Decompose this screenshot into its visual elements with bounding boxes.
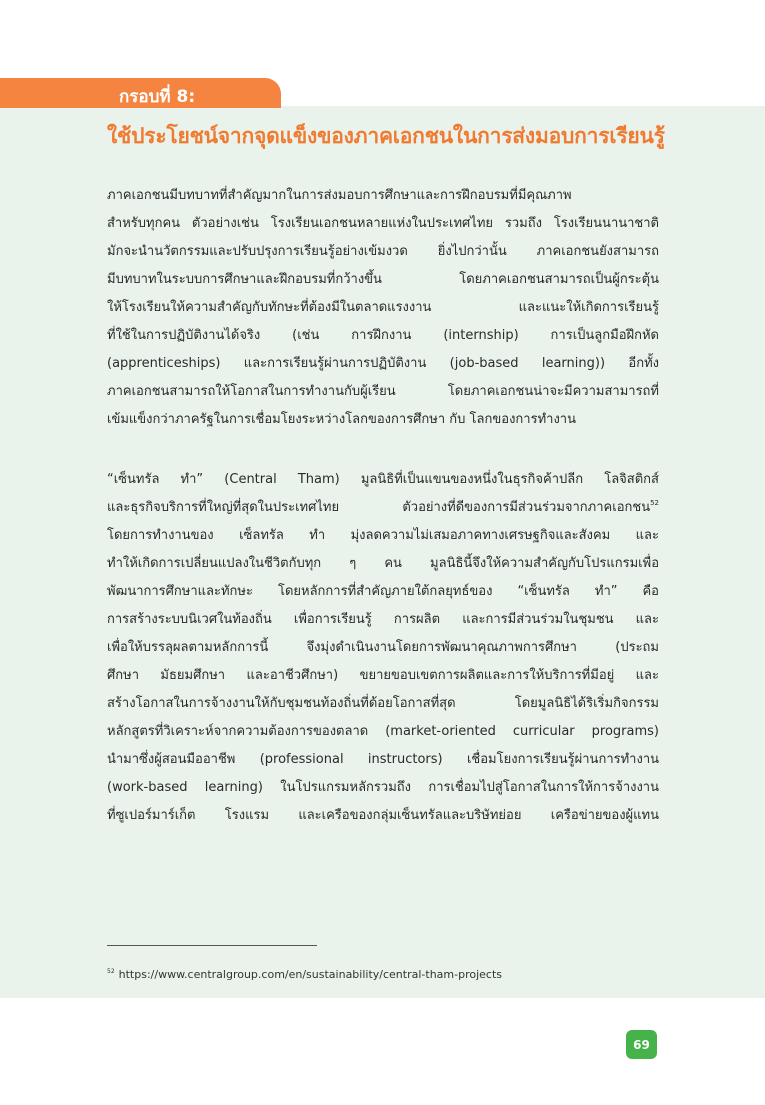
- body-line: ทำให้เกิดการเปลี่ยนแปลงในชีวิตกับทุก ๆ คน มูลนิธินี้จึงให้ความสำคัญกับโปรแกรมเพื่อ: [107, 556, 659, 571]
- body-line: ให้โรงเรียนให้ความสำคัญกับทักษะที่ต้องมีในตลาดแรงงาน และแนะให้เกิดการเรียนรู้: [107, 300, 659, 315]
- box-label: กรอบที่ 8:: [119, 87, 196, 107]
- body-line: “เซ็นทรัล ทำ” (Central Tham) มูลนิธิที่เป็นแขนของหนึ่งในธุรกิจค้าปลีก โลจิสติกส์: [107, 472, 659, 487]
- body-line: (apprenticeships) และการเรียนรู้ผ่านการปฏิบัติงาน (job-based learning)) อีกทั้ง: [107, 356, 659, 371]
- body-line: ศึกษา มัธยมศึกษา และอาชีวศึกษา) ขยายขอบเขตการผลิตและการให้บริการที่มีอยู่ และ: [107, 668, 659, 683]
- body-line: หลักสูตรที่วิเคราะห์จากความต้องการของตลาด (market-oriented curricular programs): [107, 724, 659, 739]
- body-line: สำหรับทุกคน ตัวอย่างเช่น โรงเรียนเอกชนหลายแห่งในประเทศไทย รวมถึง โรงเรียนนานาชาติ: [107, 216, 659, 231]
- body-line: การสร้างระบบนิเวศในท้องถิ่น เพื่อการเรียนรู้ การผลิต และการมีส่วนร่วมในชุมชน และ: [107, 612, 659, 627]
- body-line-with-footnote: [107, 494, 659, 522]
- body-line: มีบทบาทในระบบการศึกษาและฝึกอบรมที่กว้างขึ้น โดยภาคเอกชนสามารถเป็นผู้กระตุ้น: [107, 272, 659, 287]
- body-line: สร้างโอกาสในการจ้างงานให้กับชุมชนท้องถิ่นที่ด้อยโอกาสที่สุด โดยมูลนิธิได้ริเริ่มกิจกรรม: [107, 696, 659, 711]
- body-line: พัฒนาการศึกษาและทักษะ โดยหลักการที่สำคัญภายใต้กลยุทธ์ของ “เซ็นทรัล ทำ” คือ: [107, 584, 659, 599]
- body-line-text: และธุรกิจบริการที่ใหญ่ที่สุดในประเทศไทย ตัวอย่างที่ดีของการมีส่วนร่วมจากภาคเอกชน: [107, 500, 651, 515]
- body-line: เพื่อให้บรรลุผลตามหลักการนี้ จึงมุ่งดำเนินงานโดยการพัฒนาคุณภาพการศึกษา (ประถม: [107, 640, 659, 655]
- body-line: ภาคเอกชนมีบทบาทที่สำคัญมากในการส่งมอบการศึกษาและการฝึกอบรมที่มีคุณภาพ: [107, 188, 572, 203]
- footnote-number: 52: [107, 968, 115, 975]
- body-line: ที่ใช้ในการปฏิบัติงานได้จริง (เช่น การฝึกงาน (internship) การเป็นลูกมือฝึกหัด: [107, 328, 659, 343]
- body-line: นำมาซึ่งผู้สอนมืออาชีพ (professional instructors) เชื่อมโยงการเรียนรู้ผ่านการทำงาน: [107, 752, 659, 767]
- footnote-link[interactable]: https://www.centralgroup.com/en/sustainability/central-tham-projects: [118, 968, 502, 981]
- box-title: ใช้ประโยชน์จากจุดแข็งของภาคเอกชนในการส่งมอบการเรียนรู้: [107, 124, 665, 148]
- footnote-ref: 52: [650, 499, 659, 507]
- footnote-divider: [107, 945, 317, 946]
- body-line: เข้มแข็งกว่าภาครัฐในการเชื่อมโยงระหว่างโลกของการศึกษา กับ โลกของการทำงาน: [107, 412, 576, 427]
- body-line: ภาคเอกชนสามารถให้โอกาสในการทำงานกับผู้เรียน โดยภาคเอกชนน่าจะมีความสามารถที่: [107, 384, 659, 399]
- body-line: ที่ซูเปอร์มาร์เก็ต โรงแรม และเครือของกลุ่มเซ็นทรัลและบริษัทย่อย เครือข่ายของผู้แทน: [107, 808, 659, 823]
- body-line: (work-based learning) ในโปรแกรมหลักรวมถึง การเชื่อมไปสู่โอกาสในการให้การจ้างงาน: [107, 780, 659, 795]
- page-number-badge: [626, 1030, 657, 1059]
- body-line: โดยการทำงานของ เซ็ลทรัล ทำ มุ่งลดความไม่เสมอภาคทางเศรษฐกิจและสังคม และ: [107, 528, 659, 543]
- page-number: 69: [633, 1037, 650, 1052]
- footnote: [107, 968, 502, 981]
- body-line: มักจะนำนวัตกรรมและปรับปรุงการเรียนรู้อย่างเข้มงวด ยิ่งไปกว่านั้น ภาคเอกชนยังสามารถ: [107, 244, 659, 259]
